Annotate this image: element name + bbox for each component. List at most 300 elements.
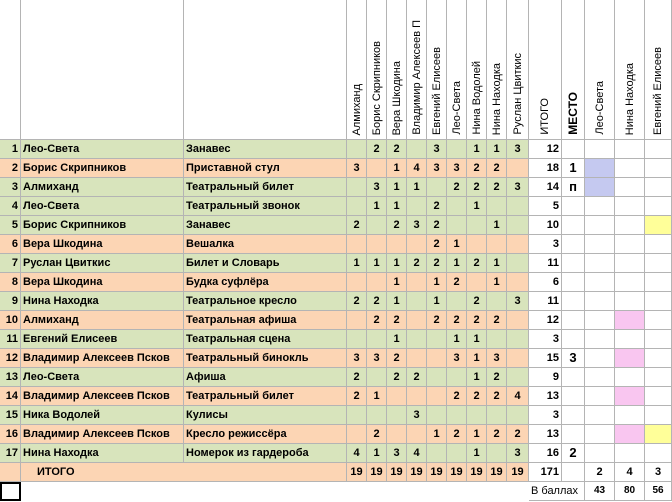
place-cell[interactable] bbox=[562, 216, 585, 235]
pretender-mark-cell[interactable] bbox=[645, 273, 672, 292]
pretender-mark-cell[interactable] bbox=[645, 216, 672, 235]
pretender-mark-cell[interactable] bbox=[585, 425, 615, 444]
pretender-mark-cell[interactable] bbox=[585, 254, 615, 273]
total-cell[interactable]: 16 bbox=[529, 444, 562, 463]
header-judge-cell[interactable] bbox=[447, 0, 467, 140]
score-cell[interactable]: 3 bbox=[427, 140, 447, 159]
header-pretender-cell[interactable] bbox=[615, 0, 645, 140]
score-cell[interactable] bbox=[407, 235, 427, 254]
score-cell[interactable] bbox=[467, 235, 487, 254]
title-cell[interactable]: Будка суфлёра bbox=[184, 273, 347, 292]
totals-score-cell[interactable]: 19 bbox=[347, 463, 367, 482]
total-cell[interactable]: 3 bbox=[529, 235, 562, 254]
pretender-mark-cell[interactable] bbox=[615, 425, 645, 444]
score-cell[interactable]: 2 bbox=[387, 368, 407, 387]
row-number-cell[interactable]: 8 bbox=[0, 273, 21, 292]
pretender-mark-cell[interactable] bbox=[645, 292, 672, 311]
row-number-cell[interactable]: 6 bbox=[0, 235, 21, 254]
pretender-mark-cell[interactable] bbox=[585, 216, 615, 235]
score-cell[interactable] bbox=[447, 216, 467, 235]
row-number-cell[interactable]: 1 bbox=[0, 140, 21, 159]
pretender-mark-cell[interactable] bbox=[645, 368, 672, 387]
pretender-mark-cell[interactable] bbox=[585, 197, 615, 216]
score-cell[interactable]: 1 bbox=[467, 349, 487, 368]
score-cell[interactable]: 2 bbox=[427, 197, 447, 216]
pretender-count-cell[interactable]: 4 bbox=[615, 463, 645, 482]
total-cell[interactable]: 12 bbox=[529, 140, 562, 159]
score-cell[interactable]: 2 bbox=[447, 425, 467, 444]
score-cell[interactable]: 2 bbox=[487, 311, 507, 330]
row-number-cell[interactable]: 2 bbox=[0, 159, 21, 178]
pretender-count-cell[interactable]: 3 bbox=[645, 463, 672, 482]
author-cell[interactable]: Лео-Света bbox=[21, 368, 184, 387]
author-cell[interactable]: Алмиханд bbox=[21, 178, 184, 197]
score-cell[interactable]: 4 bbox=[507, 387, 529, 406]
row-number-cell[interactable]: 12 bbox=[0, 349, 21, 368]
pretender-mark-cell[interactable] bbox=[645, 330, 672, 349]
score-cell[interactable] bbox=[407, 273, 427, 292]
header-title-cell[interactable] bbox=[184, 0, 347, 140]
header-judge-cell[interactable] bbox=[367, 0, 387, 140]
score-cell[interactable]: 2 bbox=[487, 387, 507, 406]
totals-place-cell[interactable] bbox=[562, 463, 585, 482]
header-judge-cell[interactable] bbox=[347, 0, 367, 140]
total-cell[interactable]: 3 bbox=[529, 330, 562, 349]
score-cell[interactable]: 3 bbox=[347, 349, 367, 368]
pretender-mark-cell[interactable] bbox=[615, 330, 645, 349]
title-cell[interactable]: Приставной стул bbox=[184, 159, 347, 178]
score-cell[interactable] bbox=[507, 216, 529, 235]
score-cell[interactable] bbox=[507, 273, 529, 292]
score-cell[interactable]: 1 bbox=[467, 444, 487, 463]
score-cell[interactable] bbox=[427, 368, 447, 387]
pretender-mark-cell[interactable] bbox=[615, 140, 645, 159]
score-cell[interactable]: 1 bbox=[367, 197, 387, 216]
score-cell[interactable]: 1 bbox=[387, 273, 407, 292]
score-cell[interactable] bbox=[507, 254, 529, 273]
pretender-mark-cell[interactable] bbox=[585, 368, 615, 387]
pretender-mark-cell[interactable] bbox=[615, 216, 645, 235]
place-cell[interactable] bbox=[562, 425, 585, 444]
header-corner-cell[interactable] bbox=[0, 0, 21, 140]
total-cell[interactable]: 5 bbox=[529, 197, 562, 216]
place-cell[interactable]: п bbox=[562, 178, 585, 197]
score-cell[interactable] bbox=[447, 292, 467, 311]
total-cell[interactable]: 13 bbox=[529, 387, 562, 406]
points-value-cell[interactable]: 80 bbox=[615, 482, 645, 501]
score-cell[interactable]: 2 bbox=[487, 178, 507, 197]
score-cell[interactable] bbox=[407, 330, 427, 349]
score-cell[interactable] bbox=[347, 235, 367, 254]
score-cell[interactable]: 3 bbox=[367, 178, 387, 197]
score-cell[interactable]: 3 bbox=[407, 216, 427, 235]
pretender-mark-cell[interactable] bbox=[585, 349, 615, 368]
totals-blank-cell[interactable] bbox=[0, 463, 21, 482]
score-cell[interactable] bbox=[487, 292, 507, 311]
score-cell[interactable]: 2 bbox=[387, 216, 407, 235]
score-cell[interactable] bbox=[427, 330, 447, 349]
score-cell[interactable]: 1 bbox=[427, 273, 447, 292]
score-cell[interactable]: 1 bbox=[487, 216, 507, 235]
score-cell[interactable]: 1 bbox=[387, 197, 407, 216]
row-number-cell[interactable]: 17 bbox=[0, 444, 21, 463]
score-cell[interactable] bbox=[407, 197, 427, 216]
author-cell[interactable]: Борис Скрипников bbox=[21, 159, 184, 178]
pretender-mark-cell[interactable] bbox=[645, 406, 672, 425]
score-cell[interactable]: 1 bbox=[367, 387, 387, 406]
total-cell[interactable]: 15 bbox=[529, 349, 562, 368]
score-cell[interactable]: 3 bbox=[427, 159, 447, 178]
score-cell[interactable]: 3 bbox=[507, 292, 529, 311]
score-cell[interactable] bbox=[507, 197, 529, 216]
score-cell[interactable]: 2 bbox=[467, 254, 487, 273]
place-cell[interactable]: 2 bbox=[562, 444, 585, 463]
author-cell[interactable]: Лео-Света bbox=[21, 197, 184, 216]
score-cell[interactable]: 2 bbox=[427, 311, 447, 330]
score-cell[interactable] bbox=[367, 235, 387, 254]
score-cell[interactable]: 1 bbox=[447, 330, 467, 349]
row-number-cell[interactable]: 16 bbox=[0, 425, 21, 444]
row-number-cell[interactable]: 14 bbox=[0, 387, 21, 406]
score-cell[interactable] bbox=[387, 235, 407, 254]
title-cell[interactable]: Театральный бинокль bbox=[184, 349, 347, 368]
pretender-mark-cell[interactable] bbox=[615, 406, 645, 425]
score-cell[interactable] bbox=[347, 425, 367, 444]
total-cell[interactable]: 6 bbox=[529, 273, 562, 292]
pretender-mark-cell[interactable] bbox=[585, 330, 615, 349]
score-cell[interactable] bbox=[347, 330, 367, 349]
total-cell[interactable]: 14 bbox=[529, 178, 562, 197]
totals-score-cell[interactable]: 19 bbox=[487, 463, 507, 482]
score-cell[interactable]: 2 bbox=[427, 254, 447, 273]
header-pretender-cell[interactable] bbox=[585, 0, 615, 140]
score-cell[interactable]: 1 bbox=[387, 292, 407, 311]
pretender-mark-cell[interactable] bbox=[615, 235, 645, 254]
points-label[interactable]: В баллах bbox=[529, 482, 585, 501]
score-cell[interactable] bbox=[367, 406, 387, 425]
place-cell[interactable] bbox=[562, 387, 585, 406]
title-cell[interactable]: Билет и Словарь bbox=[184, 254, 347, 273]
score-cell[interactable]: 1 bbox=[387, 178, 407, 197]
score-cell[interactable] bbox=[487, 197, 507, 216]
score-cell[interactable]: 2 bbox=[407, 254, 427, 273]
score-cell[interactable] bbox=[447, 406, 467, 425]
row-number-cell[interactable]: 15 bbox=[0, 406, 21, 425]
author-cell[interactable]: Ника Водолей bbox=[21, 406, 184, 425]
place-cell[interactable] bbox=[562, 292, 585, 311]
header-author-cell[interactable] bbox=[21, 0, 184, 140]
score-cell[interactable] bbox=[467, 216, 487, 235]
score-cell[interactable]: 2 bbox=[467, 311, 487, 330]
total-cell[interactable]: 18 bbox=[529, 159, 562, 178]
score-cell[interactable]: 3 bbox=[347, 159, 367, 178]
place-cell[interactable] bbox=[562, 406, 585, 425]
score-cell[interactable]: 1 bbox=[467, 425, 487, 444]
header-judge-cell[interactable] bbox=[467, 0, 487, 140]
place-cell[interactable] bbox=[562, 254, 585, 273]
totals-label[interactable]: ИТОГО bbox=[21, 463, 347, 482]
author-cell[interactable]: Евгений Елисеев bbox=[21, 330, 184, 349]
score-cell[interactable] bbox=[507, 330, 529, 349]
totals-score-cell[interactable]: 19 bbox=[367, 463, 387, 482]
score-cell[interactable]: 2 bbox=[467, 292, 487, 311]
score-cell[interactable]: 2 bbox=[487, 159, 507, 178]
pretender-mark-cell[interactable] bbox=[645, 140, 672, 159]
pretender-mark-cell[interactable] bbox=[645, 425, 672, 444]
score-cell[interactable] bbox=[507, 311, 529, 330]
totals-score-cell[interactable]: 19 bbox=[467, 463, 487, 482]
score-cell[interactable]: 1 bbox=[447, 235, 467, 254]
author-cell[interactable]: Борис Скрипников bbox=[21, 216, 184, 235]
score-cell[interactable] bbox=[387, 406, 407, 425]
pretender-mark-cell[interactable] bbox=[585, 387, 615, 406]
score-cell[interactable]: 3 bbox=[507, 178, 529, 197]
score-cell[interactable]: 3 bbox=[447, 159, 467, 178]
author-cell[interactable]: Вера Шкодина bbox=[21, 235, 184, 254]
score-cell[interactable]: 2 bbox=[347, 292, 367, 311]
points-value-cell[interactable]: 43 bbox=[585, 482, 615, 501]
score-cell[interactable] bbox=[407, 140, 427, 159]
pretender-mark-cell[interactable] bbox=[615, 387, 645, 406]
score-cell[interactable]: 2 bbox=[347, 387, 367, 406]
title-cell[interactable]: Театральная афиша bbox=[184, 311, 347, 330]
totals-score-cell[interactable]: 19 bbox=[507, 463, 529, 482]
score-cell[interactable] bbox=[447, 368, 467, 387]
total-cell[interactable]: 10 bbox=[529, 216, 562, 235]
score-cell[interactable] bbox=[347, 406, 367, 425]
score-cell[interactable] bbox=[487, 330, 507, 349]
header-judge-cell[interactable] bbox=[487, 0, 507, 140]
total-cell[interactable]: 11 bbox=[529, 292, 562, 311]
score-cell[interactable]: 2 bbox=[427, 216, 447, 235]
score-cell[interactable]: 3 bbox=[507, 140, 529, 159]
place-cell[interactable]: 3 bbox=[562, 349, 585, 368]
pretender-mark-cell[interactable] bbox=[615, 368, 645, 387]
score-cell[interactable] bbox=[367, 216, 387, 235]
pretender-mark-cell[interactable] bbox=[615, 292, 645, 311]
title-cell[interactable]: Занавес bbox=[184, 216, 347, 235]
author-cell[interactable]: Лео-Света bbox=[21, 140, 184, 159]
score-cell[interactable]: 4 bbox=[407, 159, 427, 178]
author-cell[interactable]: Руслан Цвиткис bbox=[21, 254, 184, 273]
score-cell[interactable]: 2 bbox=[447, 387, 467, 406]
score-cell[interactable] bbox=[447, 197, 467, 216]
totals-score-cell[interactable]: 19 bbox=[427, 463, 447, 482]
score-cell[interactable]: 4 bbox=[407, 444, 427, 463]
header-judge-cell[interactable] bbox=[407, 0, 427, 140]
pretender-mark-cell[interactable] bbox=[585, 273, 615, 292]
pretender-mark-cell[interactable] bbox=[645, 159, 672, 178]
score-cell[interactable]: 2 bbox=[467, 387, 487, 406]
total-cell[interactable]: 11 bbox=[529, 254, 562, 273]
total-cell[interactable]: 12 bbox=[529, 311, 562, 330]
pretender-mark-cell[interactable] bbox=[585, 292, 615, 311]
author-cell[interactable]: Алмиханд bbox=[21, 311, 184, 330]
pretender-mark-cell[interactable] bbox=[645, 197, 672, 216]
score-cell[interactable] bbox=[427, 444, 447, 463]
title-cell[interactable]: Афиша bbox=[184, 368, 347, 387]
score-cell[interactable] bbox=[507, 368, 529, 387]
row-number-cell[interactable]: 5 bbox=[0, 216, 21, 235]
score-cell[interactable] bbox=[347, 197, 367, 216]
score-cell[interactable] bbox=[427, 406, 447, 425]
author-cell[interactable]: Вера Шкодина bbox=[21, 273, 184, 292]
header-total-cell[interactable] bbox=[529, 0, 562, 140]
totals-score-cell[interactable]: 19 bbox=[407, 463, 427, 482]
title-cell[interactable]: Кулисы bbox=[184, 406, 347, 425]
place-cell[interactable] bbox=[562, 330, 585, 349]
place-cell[interactable]: 1 bbox=[562, 159, 585, 178]
score-cell[interactable] bbox=[487, 235, 507, 254]
score-cell[interactable] bbox=[507, 159, 529, 178]
score-cell[interactable] bbox=[447, 444, 467, 463]
pretender-mark-cell[interactable] bbox=[585, 406, 615, 425]
pretender-mark-cell[interactable] bbox=[585, 444, 615, 463]
title-cell[interactable]: Театральный билет bbox=[184, 387, 347, 406]
score-cell[interactable]: 1 bbox=[347, 254, 367, 273]
pretender-mark-cell[interactable] bbox=[585, 235, 615, 254]
score-cell[interactable] bbox=[407, 311, 427, 330]
score-cell[interactable]: 1 bbox=[487, 140, 507, 159]
score-cell[interactable]: 2 bbox=[427, 235, 447, 254]
total-cell[interactable]: 3 bbox=[529, 406, 562, 425]
score-cell[interactable]: 2 bbox=[487, 368, 507, 387]
header-judge-cell[interactable] bbox=[387, 0, 407, 140]
score-cell[interactable]: 2 bbox=[407, 368, 427, 387]
author-cell[interactable]: Владимир Алексеев Псков bbox=[21, 425, 184, 444]
author-cell[interactable]: Нина Находка bbox=[21, 444, 184, 463]
title-cell[interactable]: Кресло режиссёра bbox=[184, 425, 347, 444]
title-cell[interactable]: Театральный билет bbox=[184, 178, 347, 197]
row-number-cell[interactable]: 11 bbox=[0, 330, 21, 349]
score-cell[interactable] bbox=[447, 140, 467, 159]
score-cell[interactable] bbox=[467, 273, 487, 292]
score-cell[interactable] bbox=[487, 444, 507, 463]
row-number-cell[interactable]: 3 bbox=[0, 178, 21, 197]
score-cell[interactable]: 1 bbox=[407, 178, 427, 197]
score-cell[interactable]: 1 bbox=[467, 368, 487, 387]
score-cell[interactable]: 1 bbox=[467, 197, 487, 216]
row-number-cell[interactable]: 13 bbox=[0, 368, 21, 387]
author-cell[interactable]: Владимир Алексеев Псков bbox=[21, 349, 184, 368]
pretender-mark-cell[interactable] bbox=[645, 254, 672, 273]
score-cell[interactable]: 1 bbox=[387, 330, 407, 349]
score-cell[interactable] bbox=[507, 349, 529, 368]
title-cell[interactable]: Театральное кресло bbox=[184, 292, 347, 311]
total-cell[interactable]: 13 bbox=[529, 425, 562, 444]
place-cell[interactable] bbox=[562, 197, 585, 216]
pretender-mark-cell[interactable] bbox=[615, 273, 645, 292]
selected-cell[interactable] bbox=[0, 482, 21, 501]
score-cell[interactable]: 2 bbox=[367, 311, 387, 330]
pretender-count-cell[interactable]: 2 bbox=[585, 463, 615, 482]
score-cell[interactable] bbox=[387, 425, 407, 444]
score-cell[interactable]: 3 bbox=[487, 349, 507, 368]
score-cell[interactable] bbox=[347, 273, 367, 292]
score-cell[interactable]: 1 bbox=[427, 425, 447, 444]
title-cell[interactable]: Вешалка bbox=[184, 235, 347, 254]
score-cell[interactable]: 2 bbox=[347, 368, 367, 387]
author-cell[interactable]: Нина Находка bbox=[21, 292, 184, 311]
score-cell[interactable]: 2 bbox=[367, 425, 387, 444]
pretender-mark-cell[interactable] bbox=[615, 444, 645, 463]
pretender-mark-cell[interactable] bbox=[585, 311, 615, 330]
score-cell[interactable] bbox=[407, 387, 427, 406]
score-cell[interactable] bbox=[347, 311, 367, 330]
score-cell[interactable]: 4 bbox=[347, 444, 367, 463]
pretender-mark-cell[interactable] bbox=[585, 159, 615, 178]
score-cell[interactable]: 3 bbox=[447, 349, 467, 368]
row-number-cell[interactable]: 7 bbox=[0, 254, 21, 273]
place-cell[interactable] bbox=[562, 273, 585, 292]
title-cell[interactable]: Театральная сцена bbox=[184, 330, 347, 349]
pretender-mark-cell[interactable] bbox=[615, 254, 645, 273]
pretender-mark-cell[interactable] bbox=[615, 197, 645, 216]
header-judge-cell[interactable] bbox=[427, 0, 447, 140]
score-cell[interactable]: 2 bbox=[367, 292, 387, 311]
score-cell[interactable] bbox=[367, 159, 387, 178]
pretender-mark-cell[interactable] bbox=[645, 387, 672, 406]
totals-score-cell[interactable]: 19 bbox=[387, 463, 407, 482]
score-cell[interactable] bbox=[347, 178, 367, 197]
score-cell[interactable] bbox=[507, 406, 529, 425]
pretender-mark-cell[interactable] bbox=[645, 444, 672, 463]
title-cell[interactable]: Театральный звонок bbox=[184, 197, 347, 216]
score-cell[interactable]: 1 bbox=[467, 140, 487, 159]
row-number-cell[interactable]: 9 bbox=[0, 292, 21, 311]
score-cell[interactable]: 2 bbox=[447, 311, 467, 330]
grand-total-cell[interactable]: 171 bbox=[529, 463, 562, 482]
score-cell[interactable] bbox=[427, 178, 447, 197]
score-cell[interactable]: 2 bbox=[347, 216, 367, 235]
title-cell[interactable]: Занавес bbox=[184, 140, 347, 159]
score-cell[interactable]: 3 bbox=[407, 406, 427, 425]
score-cell[interactable]: 1 bbox=[367, 254, 387, 273]
header-place-cell[interactable] bbox=[562, 0, 585, 140]
place-cell[interactable] bbox=[562, 311, 585, 330]
score-cell[interactable] bbox=[467, 406, 487, 425]
score-cell[interactable] bbox=[387, 387, 407, 406]
score-cell[interactable] bbox=[367, 330, 387, 349]
score-cell[interactable] bbox=[367, 273, 387, 292]
header-pretender-cell[interactable] bbox=[645, 0, 672, 140]
pretender-mark-cell[interactable] bbox=[645, 178, 672, 197]
score-cell[interactable]: 2 bbox=[467, 159, 487, 178]
score-cell[interactable] bbox=[487, 406, 507, 425]
title-cell[interactable]: Номерок из гардероба bbox=[184, 444, 347, 463]
place-cell[interactable] bbox=[562, 235, 585, 254]
score-cell[interactable]: 1 bbox=[447, 254, 467, 273]
score-cell[interactable] bbox=[367, 368, 387, 387]
score-cell[interactable]: 3 bbox=[387, 444, 407, 463]
score-cell[interactable]: 2 bbox=[387, 311, 407, 330]
score-cell[interactable] bbox=[347, 140, 367, 159]
place-cell[interactable] bbox=[562, 368, 585, 387]
score-cell[interactable]: 1 bbox=[467, 330, 487, 349]
score-cell[interactable]: 2 bbox=[467, 178, 487, 197]
pretender-mark-cell[interactable] bbox=[645, 235, 672, 254]
score-cell[interactable] bbox=[427, 349, 447, 368]
row-number-cell[interactable]: 10 bbox=[0, 311, 21, 330]
pretender-mark-cell[interactable] bbox=[585, 140, 615, 159]
points-value-cell[interactable]: 56 bbox=[645, 482, 672, 501]
pretender-mark-cell[interactable] bbox=[615, 349, 645, 368]
score-cell[interactable] bbox=[407, 425, 427, 444]
score-cell[interactable]: 1 bbox=[387, 254, 407, 273]
score-cell[interactable]: 2 bbox=[447, 178, 467, 197]
score-cell[interactable]: 2 bbox=[507, 425, 529, 444]
total-cell[interactable]: 9 bbox=[529, 368, 562, 387]
